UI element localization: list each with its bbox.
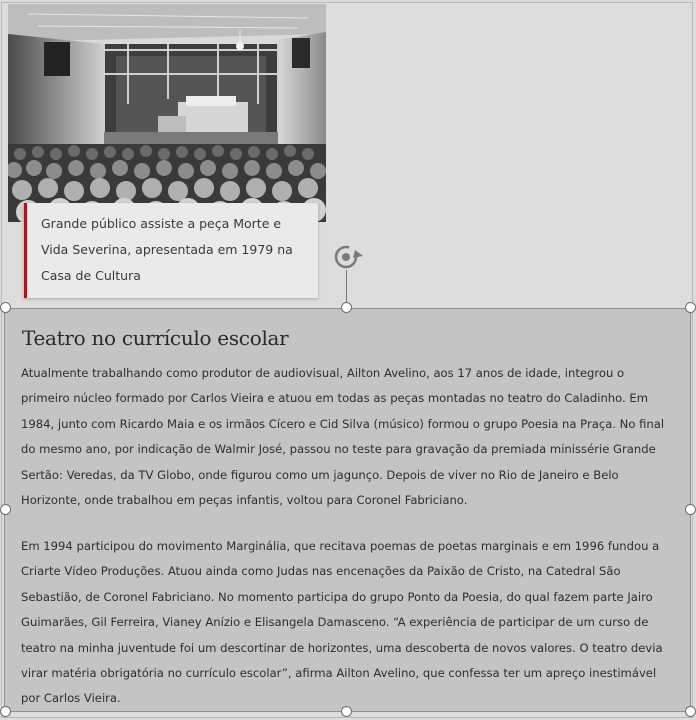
photo-caption-text: Grande público assiste a peça Morte e Vida Severina, apresentada em 1979 na Casa de Cultura bbox=[41, 216, 293, 283]
theater-photo[interactable] bbox=[8, 4, 326, 222]
resize-handle-top-right[interactable] bbox=[685, 302, 696, 313]
resize-handle-bottom-left[interactable] bbox=[0, 706, 11, 717]
rotate-handle-stem bbox=[346, 270, 347, 302]
theater-photo-image bbox=[8, 4, 326, 222]
resize-handle-bottom-right[interactable] bbox=[685, 706, 696, 717]
resize-handle-bottom-center[interactable] bbox=[341, 706, 352, 717]
resize-handle-middle-left[interactable] bbox=[0, 504, 11, 515]
resize-handle-middle-right[interactable] bbox=[685, 504, 696, 515]
article-paragraph: Em 1994 participou do movimento Marginália, que recitava poemas de poetas marginais e em 1996 fundou a Criarte Vídeo Produções. Atuou ainda como Judas nas encenações da Paixão de Cristo, na Catedral São Sebastião, de Coronel Fabriciano. No momento participa do grupo Ponto da Poesia, do qual fazem parte Jairo Guimarães, Gil Ferreira, Vianey Anízio e Elisangela Damasceno. “A experiência de participar de um curso de teatro na minha juventude foi um descortinar de horizontes, uma descoberta de novos valores. O teatro devia virar matéria obrigatória no currículo escolar”, afirma Ailton Avelino, que confessa ter um apreço inestimável por Carlos Vieira. bbox=[21, 539, 663, 706]
rotate-icon[interactable] bbox=[331, 242, 369, 272]
article-paragraph: Atualmente trabalhando como produtor de audiovisual, Ailton Avelino, aos 17 anos de idade, integrou o primeiro núcleo formado por Carlos Vieira e atuou em todas as peças montadas no teatro do Caladinho. Em 1984, junto com Ricardo Maia e os irmãos Cícero e Cid Silva (músico) formou o grupo Poesia na Praça. No final do mesmo ano, por indicação de Walmir José, passou no teste para gravação da premiada minissérie Grande Sertão: Veredas, da TV Globo, onde figurou como um jagunço. Depois de viver no Rio de Janeiro e Belo Horizonte, onde trabalhou em peças infantis, voltou para Coronel Fabriciano. bbox=[21, 366, 665, 508]
photo-caption bbox=[24, 203, 318, 298]
resize-handle-top-center[interactable] bbox=[341, 302, 352, 313]
article-section-title: Teatro no currículo escolar bbox=[22, 326, 289, 350]
resize-handle-top-left[interactable] bbox=[0, 302, 11, 313]
